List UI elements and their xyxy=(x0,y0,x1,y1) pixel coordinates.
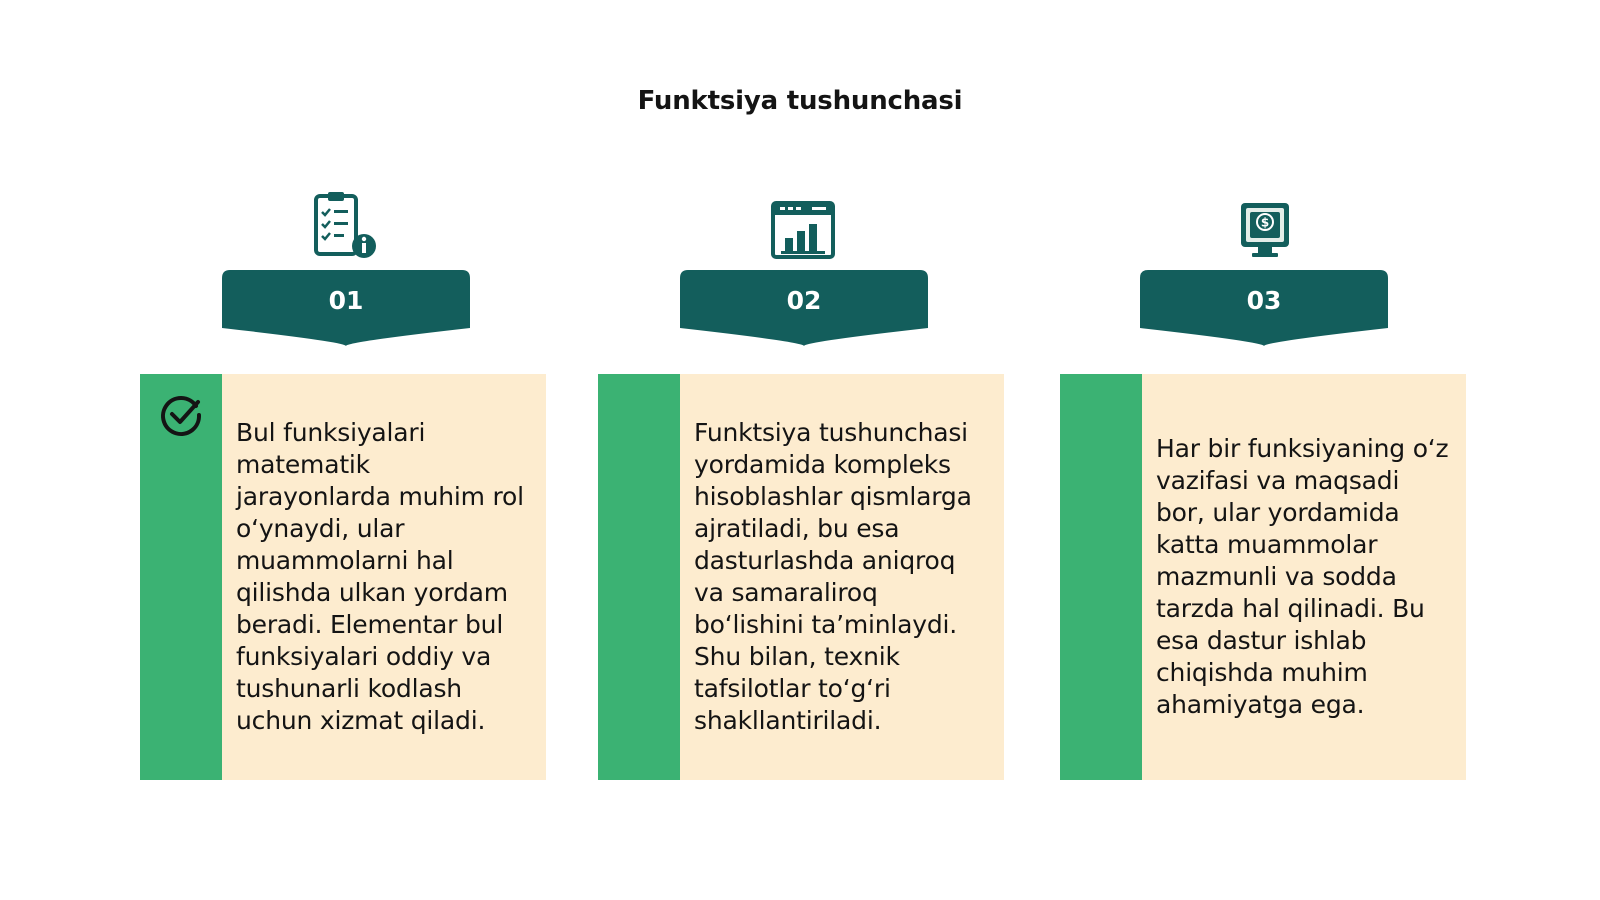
step-column-1 xyxy=(140,180,550,780)
step-badge-1 xyxy=(222,270,470,346)
svg-text:$: $ xyxy=(1260,215,1270,230)
card-text-wrap xyxy=(236,374,532,780)
step-column-2 xyxy=(598,180,1008,780)
step-card-2 xyxy=(598,374,1004,780)
card-accent-bar xyxy=(1060,374,1142,780)
card-text: Funktsiya tushunchasi yordamida kompleks hisoblashlar qismlarga ajratiladi, bu esa dasturlashda aniqroq va samaraliroq bo‘lishini ta’minlaydi. Shu bilan, texnik tafsilotlar to‘g‘ri shakllantiriladi. xyxy=(694,418,972,735)
step-number: 02 xyxy=(786,286,822,315)
step-card-3 xyxy=(1060,374,1466,780)
step-number: 01 xyxy=(328,286,364,315)
browser-bar-chart-icon xyxy=(598,180,1008,260)
clipboard-checklist-info-icon xyxy=(140,180,550,260)
step-column-3 xyxy=(1060,180,1470,780)
monitor-dollar-icon xyxy=(1060,180,1470,260)
card-text: Bul funksiyalari matematik jarayonlarda muhim rol o‘ynaydi, ular muammolarni hal qilishda ulkan yordam beradi. Elementar bul funksiyalari oddiy va tushunarli kodlash uchun xizmat qiladi. xyxy=(236,418,524,735)
check-circle-icon xyxy=(158,392,204,442)
card-accent-bar xyxy=(598,374,680,780)
page-title: Funktsiya tushunchasi xyxy=(637,86,963,116)
card-text-wrap xyxy=(1156,374,1452,780)
step-card-1 xyxy=(140,374,546,780)
step-number: 03 xyxy=(1246,286,1282,315)
step-badge-3 xyxy=(1140,270,1388,346)
step-badge-2 xyxy=(680,270,928,346)
card-text: Har bir funksiyaning o‘z vazifasi va maqsadi bor, ular yordamida katta muammolar mazmunli va sodda tarzda hal qilinadi. Bu esa dastur ishlab chiqishda muhim ahamiyatga ega. xyxy=(1156,434,1449,719)
card-text-wrap xyxy=(694,374,990,780)
